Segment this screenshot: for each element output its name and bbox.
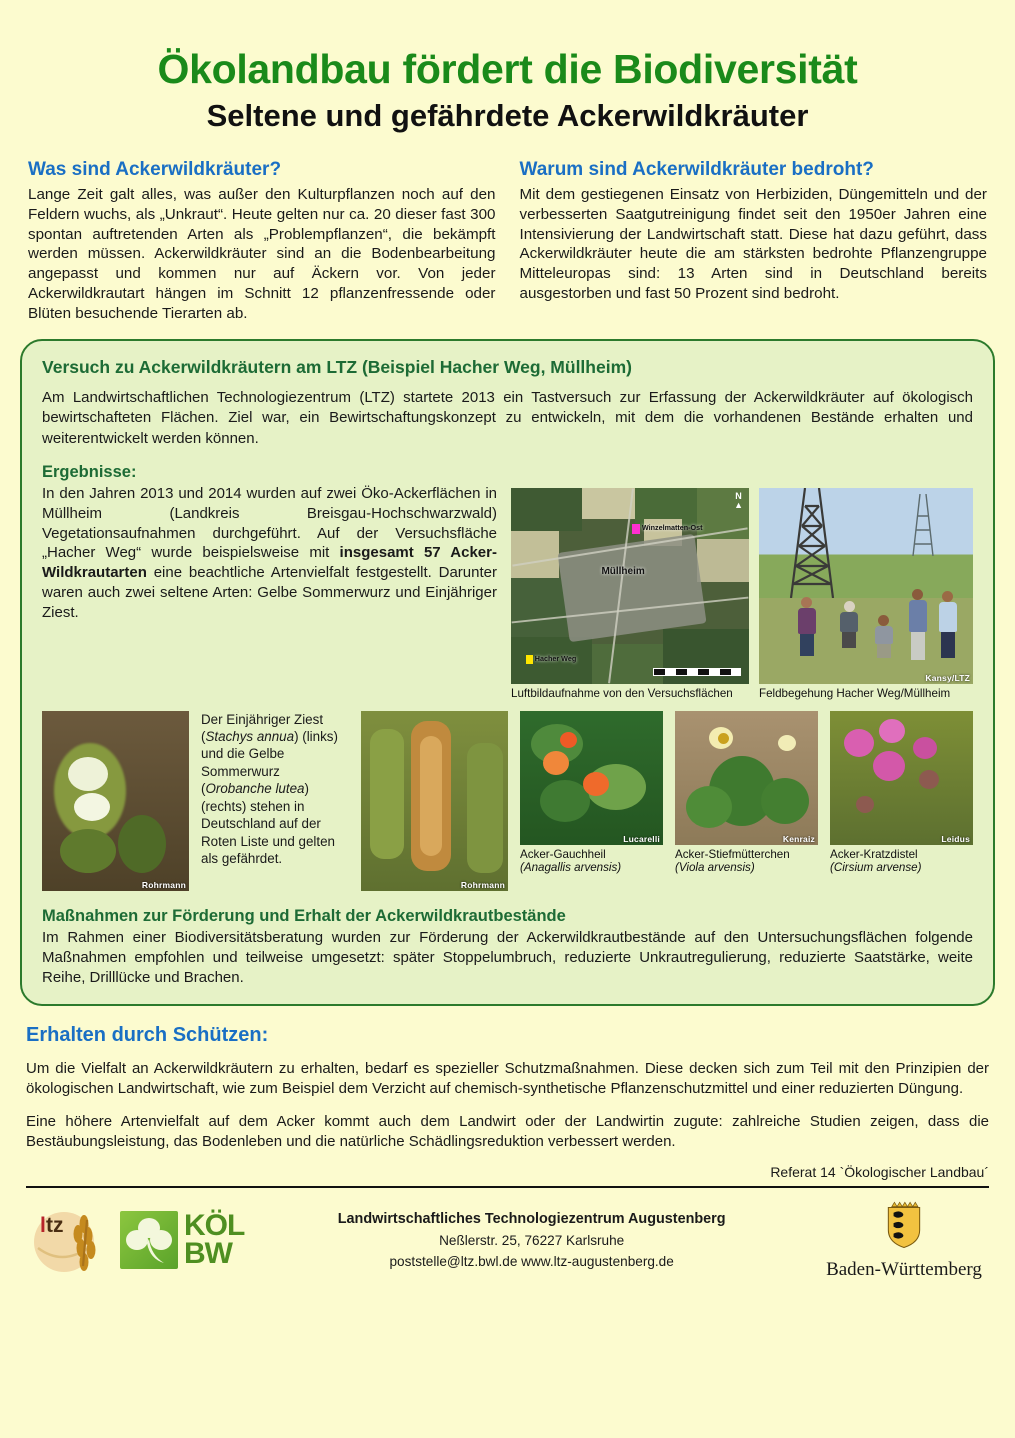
person-2 <box>840 601 858 648</box>
caption-plant-0 <box>520 848 663 876</box>
caption-aerial: Luftbildaufnahme von den Versuchsflächen <box>511 686 733 700</box>
species-desc-part1: Der Einjähriger Ziest ( <box>201 711 324 744</box>
svg-text:l: l <box>40 1213 46 1237</box>
plant-name-2: Acker-Kratzdistel <box>830 847 918 861</box>
person-3 <box>875 615 893 658</box>
conserve-paragraph-1: Um die Vielfalt an Ackerwildkräutern zu erhalten, bedarf es spezieller Schutzmaßnahmen. Diese decken sich zum Teil mit den Prinzipien der ökologischen Landwirtschaft, wie zum Beispiel dem Verzicht auf chemisch-synthetische Pflanzenschutzmittel und einer reduzierten Düngung. <box>26 1059 989 1098</box>
plant-latin-0: (Anagallis arvensis) <box>520 861 622 875</box>
aerial-label-hacher-weg: Hacher Weg <box>534 654 577 664</box>
figure-plant-2 <box>830 711 973 876</box>
conserve-paragraph-2: Eine höhere Artenvielfalt auf dem Acker kommt auch dem Landwirt oder der Landwirtin zugute: zahlreiche Studien zeigen, dass die Bestäubungsleistung, das Bodenleben und die natürliche Schädlingsreduktion verbessert werden. <box>26 1112 989 1151</box>
figure-plant-0 <box>520 711 663 876</box>
photo-credit-orobanche: Rohrmann <box>460 879 505 890</box>
koel-wordmark <box>184 1209 245 1270</box>
footer-org-name: Landwirtschaftliches Technologiezentrum Augustenberg <box>337 1210 726 1227</box>
section-heading-was-sind: Was sind Ackerwildkräuter? <box>28 159 282 181</box>
intro-text-left: Lange Zeit galt alles, was außer den Kulturpflanzen noch auf den Feldern wuchs, als „Unkraut“. Heute gelten nur ca. 20 dieser fast 300 spontan auftretenden Arten als „Problempflanzen“, die bekämpft werden müssen. Ackerwildkräuter sind an die Bodenbearbeitung angepasst und kommen nur auf Äckern vor. Von jeder Ackerwildkrautart hängen im Schnitt 12 pflanzenfressende oder Blüten besuchende Tierarten ab. <box>28 186 496 322</box>
footer-contact[interactable]: poststelle@ltz.bwl.de www.ltz-augustenberg.de <box>389 1254 674 1270</box>
species-latin-orobanche: Orobanche lutea <box>205 781 305 797</box>
power-pylon-far-icon <box>909 494 937 556</box>
page-subtitle: Seltene und gefährdete Ackerwildkräuter <box>206 98 809 134</box>
species-latin-stachys: Stachys annua <box>205 729 295 744</box>
clover-icon <box>120 1211 178 1269</box>
page-title: Ökolandbau fördert die Biodiversität <box>157 46 858 92</box>
photo-credit-plant-0: Lucarelli <box>623 833 660 844</box>
field-visit-photo <box>759 488 973 684</box>
plant-latin-1: (Viola arvensis) <box>675 861 755 875</box>
footer-street: Neßlerstr. 25, 76227 Karlsruhe <box>439 1233 625 1249</box>
photo-stachys-annua <box>42 711 189 891</box>
person-1 <box>798 597 816 656</box>
measures-text: Im Rahmen einer Biodiversitätsberatung wurden zur Förderung der Ackerwildkrautbestände auf den Untersuchungsflächen folgende Maßnahmen empfohlen und teilweise umgesetzt: später Stoppelumbruch, reduzierte Unkrautregulierung, reduzierte Saatstärke, weite Reihe, Drilllücke und Brachen. <box>42 928 973 986</box>
photo-credit-plant-2: Leidus <box>941 833 970 844</box>
section-heading-warum-bedroht: Warum sind Ackerwildkräuter bedroht? <box>519 159 874 181</box>
figure-pair-top <box>511 488 973 701</box>
subheading-ergebnisse: Ergebnisse: <box>42 462 137 481</box>
results-row <box>42 484 973 701</box>
results-text <box>42 484 497 624</box>
species-desc-part3: ) (rechts) stehen in Deutschland auf der Roten Liste und gelten als gefährdet. <box>201 781 336 866</box>
caption-plant-2 <box>830 848 973 876</box>
intro-column-right <box>520 159 988 323</box>
state-name: Baden-Württemberg <box>826 1259 982 1281</box>
caption-plant-1 <box>675 848 818 876</box>
figure-aerial <box>511 488 749 701</box>
footer-divider <box>26 1186 989 1188</box>
experiment-panel <box>20 339 995 1005</box>
aerial-label-muellheim: Müllheim <box>601 566 645 578</box>
referat-note: Referat 14 `Ökologischer Landbau´ <box>770 1164 989 1181</box>
results-highlight: insgesamt 57 Acker-Wildkrautarten <box>42 544 497 582</box>
panel-heading-versuch: Versuch zu Ackerwildkräutern am LTZ (Beispiel Hacher Weg, Müllheim) <box>42 357 632 378</box>
plant-name-1: Acker-Stiefmütterchen <box>675 847 790 861</box>
intro-columns <box>28 159 987 323</box>
marker-winzelmatten <box>632 524 640 534</box>
aerial-photo <box>511 488 749 684</box>
photo-anagallis-arvensis <box>520 711 663 845</box>
coat-of-arms-icon <box>884 1198 924 1250</box>
figure-plant-1 <box>675 711 818 876</box>
figure-field-visit <box>759 488 973 701</box>
north-arrow-label: N <box>735 490 742 501</box>
north-arrow-icon: N ▲ <box>734 490 743 510</box>
intro-column-left <box>28 159 496 323</box>
aerial-label-winzelmatten: Winzelmatten-Ost <box>641 522 703 532</box>
person-4 <box>909 589 927 660</box>
photo-credit-field-visit: Kansy/LTZ <box>925 672 970 683</box>
footer <box>26 1198 989 1281</box>
photo-credit-stachys: Rohrmann <box>141 879 186 890</box>
species-desc-part2: ) (links) und die Gelbe Sommerwurz ( <box>201 729 338 797</box>
photo-orobanche-lutea <box>361 711 508 891</box>
photo-viola-arvensis <box>675 711 818 845</box>
caption-field-visit: Feldbegehung Hacher Weg/Müllheim <box>759 686 951 700</box>
panel-intro-text: Am Landwirtschaftlichen Technologiezentrum (LTZ) startete 2013 ein Tastversuch zur Erfassung der Ackerwildkräuter auf ökologisch bewirtschafteten Flächen. Ziel war, ein Bewirtschaftungskonzept zu entwickeln, mit dem die vorhandenen Bestände erhalten und weiterentwickelt werden können. <box>42 389 973 447</box>
koel-bw-logo <box>120 1211 244 1269</box>
plant-name-0: Acker-Gauchheil <box>520 847 606 861</box>
plant-figures <box>520 711 973 876</box>
subheading-massnahmen: Maßnahmen zur Förderung und Erhalt der Ackerwildkrautbestände <box>42 906 566 925</box>
koel-line-2: BW <box>184 1236 232 1270</box>
plant-latin-2: (Cirsium arvense) <box>830 861 922 875</box>
baden-wuerttemberg-logo <box>819 1198 989 1281</box>
svg-text:tz: tz <box>46 1213 64 1237</box>
intro-text-right: Mit dem gestiegenen Einsatz von Herbiziden, Düngemitteln und der verbesserten Saatgutreinigung findet seit den 1950er Jahren eine Intensivierung der Landwirtschaft statt. Diese hat dazu geführt, dass Ackerwildkräuter heute die am stärksten bedrohte Pflanzengruppe Mitteleuropas sind: 13 Arten sind in Deutschland bereits ausgestorben und fast 50 Prozent sind bedroht. <box>519 186 987 302</box>
footer-address <box>254 1208 809 1272</box>
scale-bar <box>653 668 741 676</box>
ltz-logo-icon <box>26 1204 110 1276</box>
aerial-built-up-area <box>558 533 707 641</box>
photo-cirsium-arvense <box>830 711 973 845</box>
koel-line-1: KÖL <box>184 1209 245 1243</box>
ltz-logo <box>26 1204 110 1276</box>
species-description <box>201 711 349 868</box>
power-pylon-icon <box>785 488 839 598</box>
species-row <box>42 711 973 891</box>
person-5 <box>939 591 957 658</box>
poster-header <box>0 0 1015 133</box>
results-text-part1: In den Jahren 2013 und 2014 wurden auf zwei Öko-Ackerflächen in Müllheim (Landkreis Breisgau-Hochschwarzwald) Vegetationsaufnahmen durchgeführt. Auf der Versuchsfläche „Hacher Weg“ wurde beispielsweise mit <box>42 484 497 562</box>
section-heading-erhalten: Erhalten durch Schützen: <box>26 1023 269 1046</box>
conserve-section <box>26 1024 989 1153</box>
photo-credit-plant-1: Kenraiz <box>782 833 815 844</box>
marker-hacher-weg <box>526 655 533 664</box>
results-text-part2: eine beachtliche Artenvielfalt festgestellt. Darunter waren auch zwei seltene Arten: Gelbe Sommerwurz und Einjähriger Ziest. <box>42 564 497 622</box>
